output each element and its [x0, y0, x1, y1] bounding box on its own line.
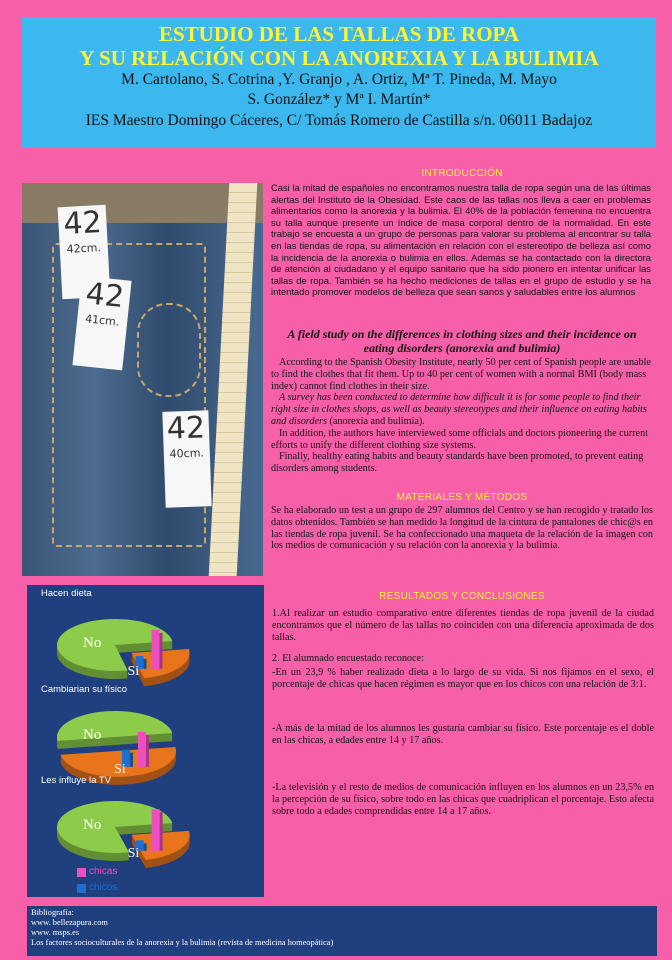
english-paragraph-1: According to the Spanish Obesity Institute, nearly 50 per cent of Spanish people are unable to find the clothes that fit them. Up to 40 per cent of women with a normal BMI (body mass index) cannot find clothes in their size.	[271, 357, 652, 392]
chart-3-label: Les influye la TV	[41, 775, 112, 786]
chart-3-si-label: Si	[127, 845, 140, 861]
bibliography-ref-3: Los factores socioculturales de la anorexia y la bulimia (revista de medicina homeopática)	[31, 938, 334, 947]
measuring-tape	[209, 183, 258, 576]
title-line-2: Y SU RELACIÓN CON LA ANOREXIA Y LA BULIMIA	[79, 46, 599, 70]
tag-number: 42	[62, 205, 103, 243]
tag-size: 40cm.	[169, 446, 205, 461]
tag-size: 41cm.	[84, 312, 120, 329]
results-paragraph-3: -En un 23,9 % haber realizado dieta a lo largo de su vida. Si nos fijamos en el sexo, el porcentaje de chicas que hacen régimen es mayor que en los chicos con una relación de 3:1.	[272, 667, 654, 690]
results-text	[272, 608, 654, 828]
english-paragraph-2-rest: (anorexia and bulimia).	[326, 415, 425, 427]
english-paragraph-3: In addition, the authors have interviewed some officials and doctors pioneering the current efforts to unify the different clothing size systems.	[271, 427, 648, 451]
english-summary	[271, 327, 653, 475]
charts-panel	[27, 585, 264, 897]
bibliography	[27, 906, 657, 956]
authors-line-1: M. Cartolano, S. Cotrina ,Y. Granjo , A. Ortiz, Mª T. Pineda, M. Mayo	[121, 71, 557, 88]
results-paragraph-2: 2. El alumnado encuestado reconoce:	[272, 653, 424, 665]
results-paragraph-1: 1.Al realizar un estudio comparativo entre diferentes tiendas de ropa juvenil de la ciudad encontramos que el número de las tallas no coinciden con una diferencia aproximada de dos tallas.	[272, 608, 654, 643]
chart-1-chicas-bar	[151, 630, 159, 669]
affiliation: IES Maestro Domingo Cáceres, C/ Tomás Romero de Castilla s/n. 06011 Badajoz	[85, 112, 593, 129]
chart-1-chicas-bar-side	[159, 633, 162, 669]
authors-line-2: S. González* y Mª I. Martín*	[247, 91, 431, 108]
size-tag-3	[162, 410, 211, 508]
poster-header	[22, 17, 656, 148]
chart-3-chicas-bar	[152, 809, 160, 851]
bibliography-ref-1: www. bellezapura.com	[31, 918, 108, 927]
results-paragraph-4: -A más de la mitad de los alumnos les gustaría cambiar su físico. Este porcentaje es el doble en las chicas, a edades entre 14 y 17 años.	[272, 722, 654, 746]
chart-1-si-label: Si	[127, 663, 140, 679]
jeans-photo	[22, 183, 263, 576]
chart-2-chicos-bar-side	[130, 753, 133, 767]
tag-number: 42	[84, 276, 126, 316]
size-tag-2	[72, 276, 131, 371]
legend-chicos-swatch	[77, 884, 86, 893]
chart-1-chicos-bar-side	[143, 659, 146, 669]
chart-2-chicas-bar-side	[146, 735, 149, 767]
chart-2-no-label: No	[83, 727, 102, 743]
chart-3-chicas-bar-side	[160, 812, 163, 851]
english-title: A field study on the differences in clothing sizes and their incidence on eating disorders (anorexia and bulimia)	[287, 327, 637, 355]
intro-heading: INTRODUCCIÓN	[421, 168, 503, 179]
title-line-1: ESTUDIO DE LAS TALLAS DE ROPA	[158, 22, 519, 46]
pie-charts	[27, 585, 264, 897]
methods-text: Se ha elaborado un test a un grupo de 297 alumnos del Centro y se han recogido y tratado los datos obtenidos. También se han medido la longitud de la cintura de pantalones de chic@s en las tiendas de ropa juvenil. Se ha confeccionado una maqueta de la relación de la imagen con los medios de comunicación y su relación con la anorexia y la bulimia.	[271, 505, 653, 552]
authors	[22, 70, 656, 110]
tag-size: 42cm.	[66, 241, 102, 256]
poster-title	[22, 22, 656, 70]
legend-chicas: chicas	[89, 866, 118, 877]
tag-number: 42	[166, 410, 206, 447]
english-paragraph-2	[271, 392, 653, 427]
results-heading: RESULTADOS Y CONCLUSIONES	[379, 591, 545, 602]
chart-2-si-label: Si	[113, 761, 126, 777]
results-paragraph-5: -La televisión y el resto de medios de comunicación influyen en los alumnos en un 23,5% en la percepción de su físico, sobre todo en las chicas que cuadriplican el porcentaje. Esto afecta sobre todo a edades comprendidas entre 14 a 17 años.	[272, 782, 654, 817]
chart-3-no-label: No	[83, 817, 102, 833]
english-paragraph-4: Finally, healthy eating habits and beauty standards have been promoted, to prevent eating disorders among students.	[271, 451, 644, 475]
chart-2-label: Cambiarian su físico	[41, 684, 128, 695]
legend-chicos: chicos	[89, 882, 118, 893]
chart-1-no-label: No	[83, 635, 102, 651]
chart-1-label: Hacen dieta	[41, 588, 92, 599]
chart-2-chicas-bar	[138, 732, 146, 767]
pocket-seam	[137, 303, 201, 397]
intro-text: Casi la mitad de españoles no encontramos nuestra talla de ropa según una de las últimas alertas del Instituto de la Obesidad. Este caos de las tallas nos lleva a caer en problemas alimentarios como la anorexia y la bulimia. El 40% de la población femenina no encuentra su talla aunque presente un índice de masa corporal dentro de la normalidad. En este trabajo se encuesta a un grupo de personas para valorar su problema al encontrar su talla en las tiendas de ropa, su alimentación en relación con el estereotipo de belleza así como la incidencia de la anorexia o bulimia en ellos. Además se ha contactado con la directora de atención al ciudadano y el equipo sanitario que ha sido pionero en intentar unificar las tallas de ropa. También se ha hecho mediciones de tallas en el grupo de estudio y se ha intentado promover modelos de belleza que sean sanos y saludables entre los alumnos	[271, 182, 651, 298]
legend-chicas-swatch	[77, 868, 86, 877]
bibliography-ref-2: www. msps.es	[31, 928, 80, 937]
english-paragraph-2-italic: A survey has been conducted to determine how difficult it is for some people to find their right size in clothes shops, as well as beauty stereotypes and their influence on eating habits and disorders	[271, 392, 647, 427]
methods-heading: MATERIALES Y MÉTODOS	[396, 492, 528, 503]
bibliography-title: Bibliografía:	[31, 908, 74, 917]
chart-3-chicos-bar-side	[144, 843, 147, 850]
